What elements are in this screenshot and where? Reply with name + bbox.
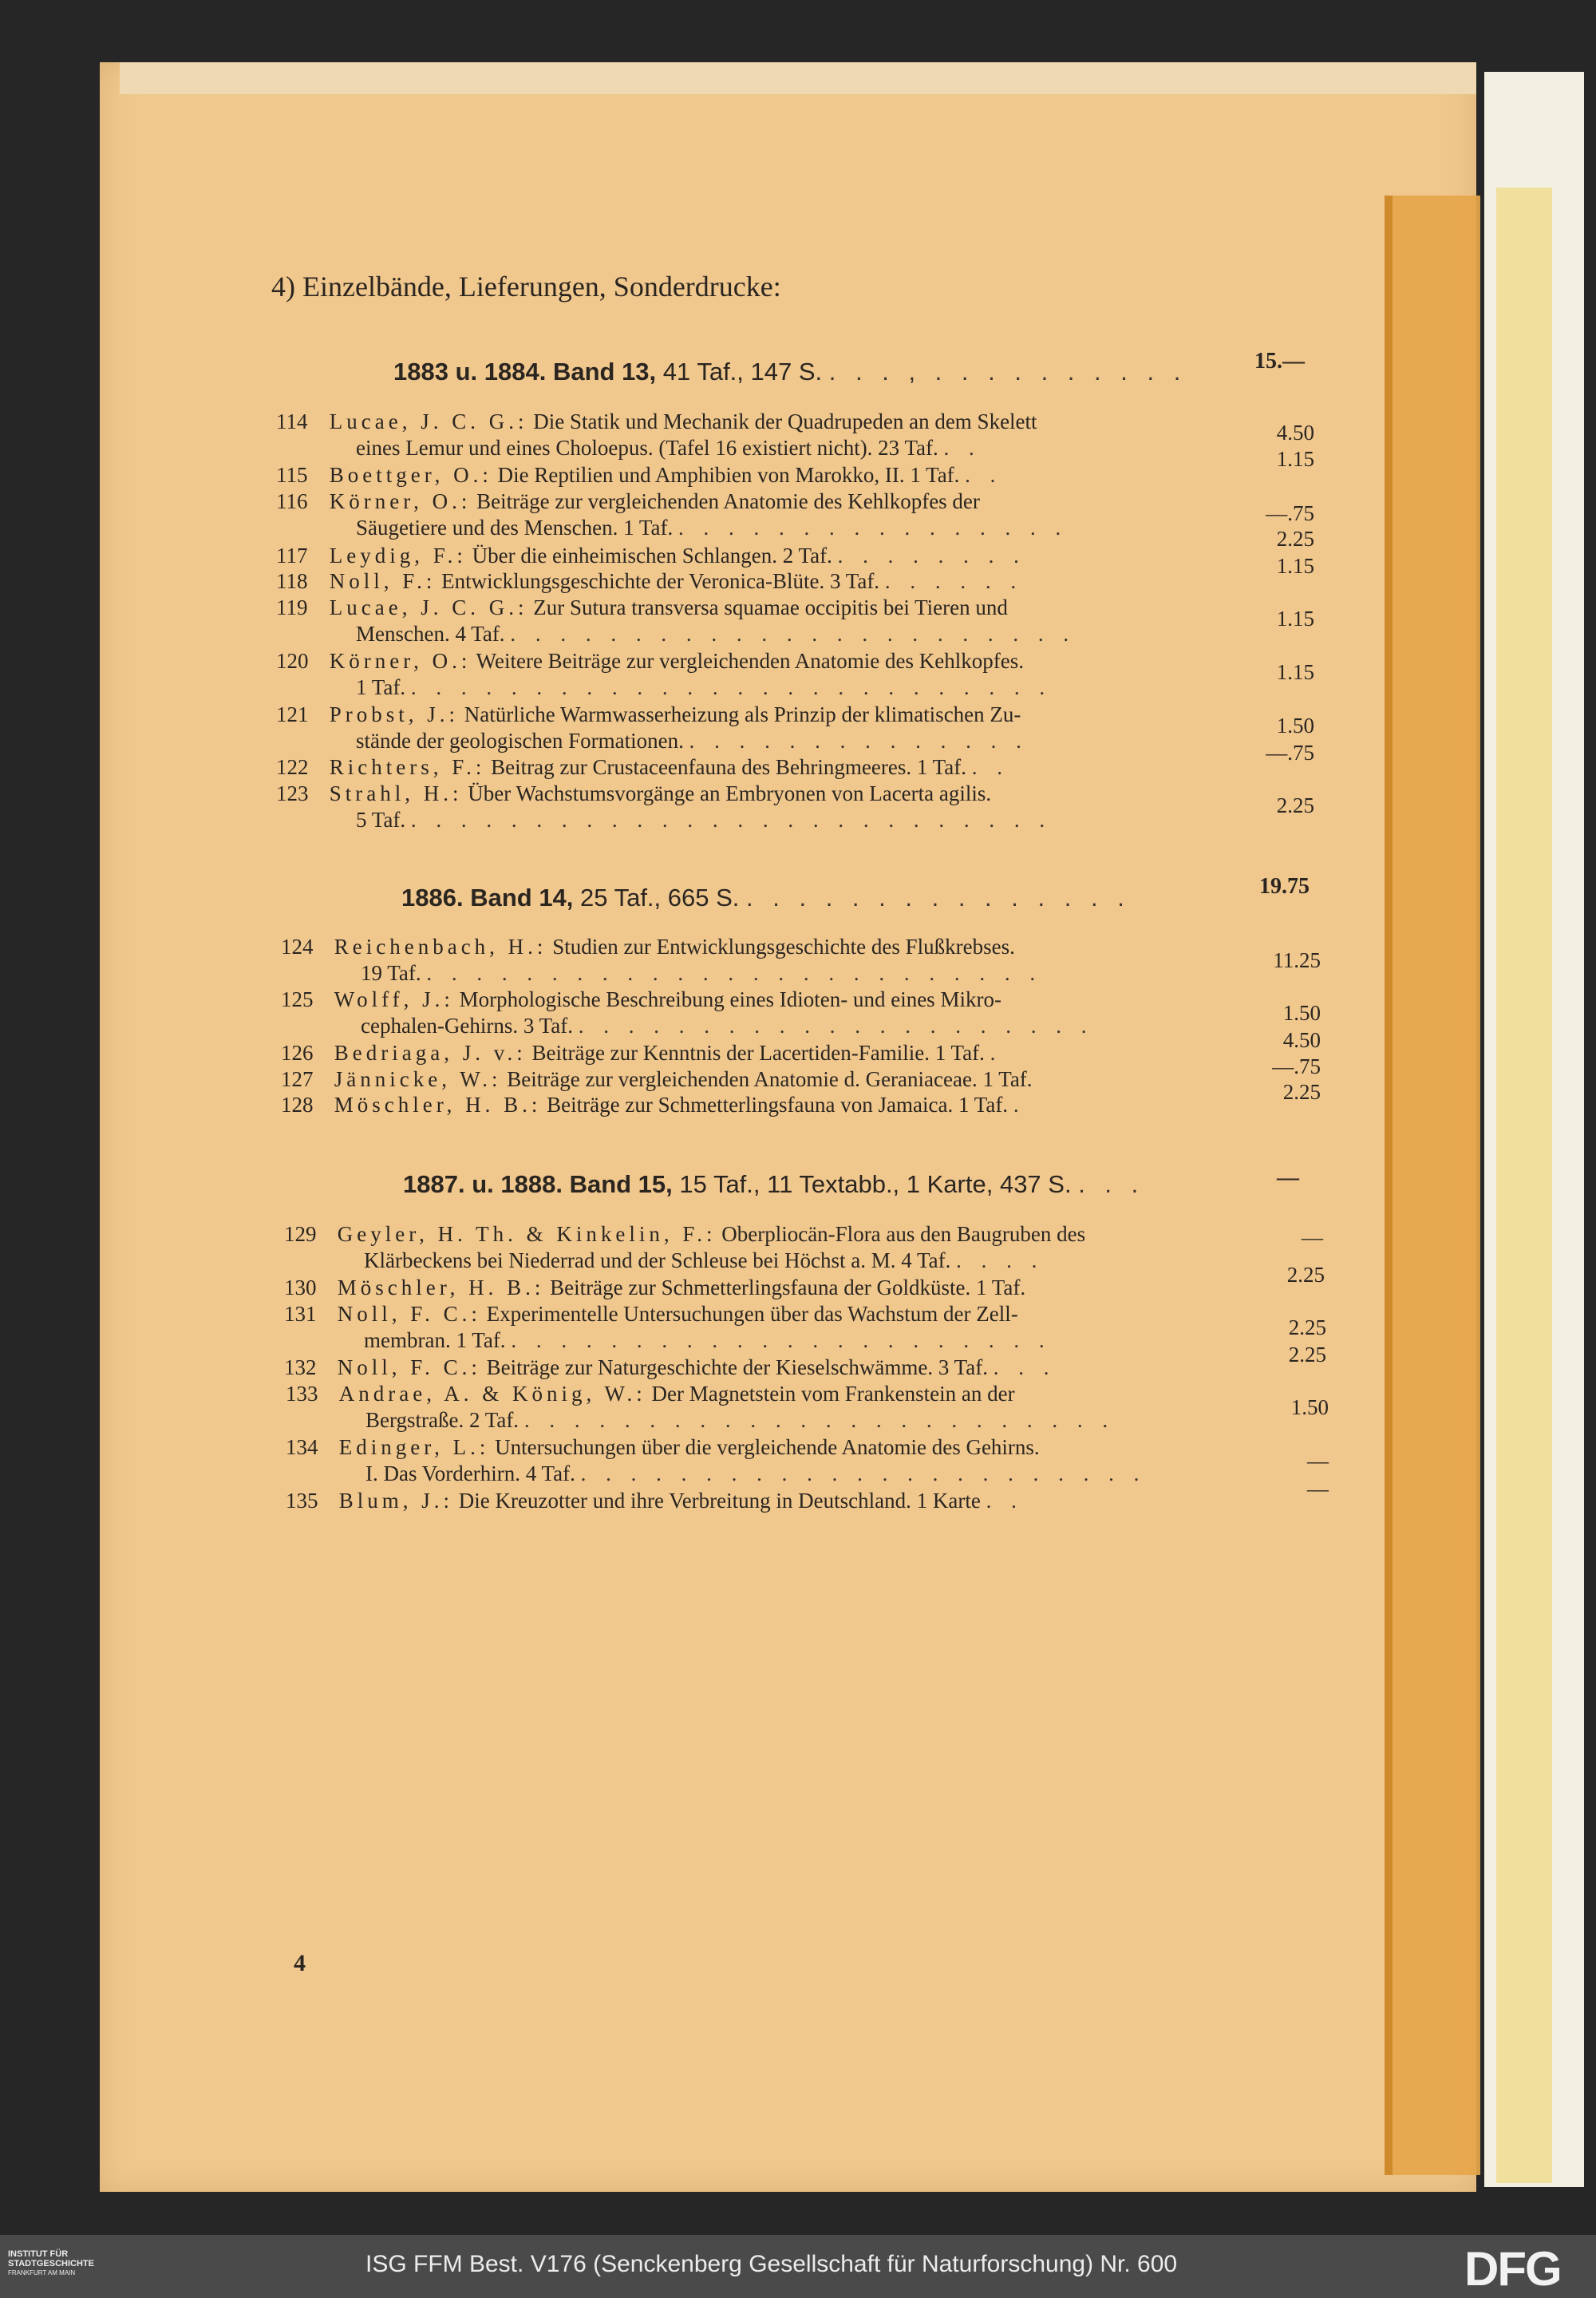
footer-bar [0,2235,1596,2298]
institute-logo: INSTITUT FÜR STADTGESCHICHTE FRANKFURT AM MAIN [8,2249,94,2276]
section-years: 1887. u. 1888. [403,1170,563,1198]
list-item: 132 Noll, F. C.: Beiträge zur Naturgeschichte der Kieselschwämme. 3 Taf. . . . [284,1355,1057,1379]
entry-price: — [1307,1477,1329,1501]
list-item: 125 Wolff, J.: Morphologische Beschreibung eines Idioten- und eines Mikro- cephalen-Gehirns. 3 Taf. . . . . . . . . . . . . . . . . . . . . . [281,987,1094,1038]
entry-price: 2.25 [1286,1263,1325,1287]
entry-price: 1.15 [1276,554,1314,578]
section-details: 25 Taf., 665 S. [580,884,740,912]
entry-price: — [1302,1225,1323,1249]
list-item: 115 Boettger, O.: Die Reptilien und Amphibien von Marokko, II. 1 Taf. . . [276,463,1003,487]
entry-price: —.75 [1272,1054,1321,1078]
section-price: 19.75 [1259,874,1310,899]
entry-price: — [1307,1449,1329,1473]
entry-price: —.75 [1266,501,1314,525]
section-years: 1883 u. 1884. [393,358,547,386]
list-item: 128 Möschler, H. B.: Beiträge zur Schmetterlingsfauna von Jamaica. 1 Taf. . [281,1093,1026,1117]
section-years: 1886. [401,884,464,912]
list-item: 126 Bedriaga, J. v.: Beiträge zur Kenntnis der Lacertiden-Familie. 1 Taf. . [281,1041,1003,1065]
entry-price: 1.50 [1282,1001,1321,1025]
list-item: 120 Körner, O.: Weitere Beiträge zur vergleichenden Anatomie des Kehlkopfes. 1 Taf. . . . . . . . . . . . . . . . . . . . . . . . . . . [276,649,1053,699]
section-price: 15.— [1254,349,1305,374]
entry-price: 1.50 [1276,714,1314,738]
entry-price: 2.25 [1276,793,1314,817]
entry-price: 1.15 [1276,447,1314,471]
list-item: 127 Jännicke, W.: Beiträge zur vergleichenden Anatomie d. Geraniaceae. 1 Taf. [281,1067,1033,1091]
list-item: 130 Möschler, H. B.: Beiträge zur Schmetterlingsfauna der Goldküste. 1 Taf. [284,1276,1026,1299]
list-item: 135 Blum, J.: Die Kreuzotter und ihre Verbreitung in Deutschland. 1 Karte . . [286,1489,1024,1513]
list-item: 116 Körner, O.: Beiträge zur vergleichenden Anatomie des Kehlkopfes der Säugetiere und des Menschen. 1 Taf. . . . . . . . . . . . . . . . . [276,489,1069,540]
archive-reference: ISG FFM Best. V176 (Senckenberg Gesellschaft für Naturforschung) Nr. 600 [365,2251,1178,2277]
section-heading: 1887. u. 1888. Band 15, 15 Taf., 11 Textabb., 1 Karte, 437 S. . . . [403,1170,1145,1198]
section-details: 41 Taf., 147 S. [662,358,823,386]
list-item: 131 Noll, F. C.: Experimentelle Untersuchungen über das Wachstum der Zell- membran. 1 Taf. . . . . . . . . . . . . . . . . . . . . . . [284,1302,1052,1352]
entry-price: 1.15 [1276,607,1314,631]
entry-price: 4.50 [1276,421,1314,445]
section-band: Band 13, [552,358,657,386]
section-heading: 1883 u. 1884. Band 13, 41 Taf., 147 S. . . . , . . . . . . . . . . [393,358,1187,386]
dfg-logo: DFG [1464,2242,1561,2296]
list-item: 118 Noll, F.: Entwicklungsgeschichte der Veronica-Blüte. 3 Taf. . . . . . . [276,569,1024,593]
entry-price: 2.25 [1276,527,1314,551]
list-item: 121 Probst, J.: Natürliche Warmwasserheizung als Prinzip der klimatischen Zu- stände der geologischen Formationen. . . . . . . . . . . . . . . [276,702,1029,753]
list-item: 117 Leydig, F.: Über die einheimischen Schlangen. 2 Taf. . . . . . . . . [276,544,1026,568]
entry-price: 1.15 [1276,660,1314,684]
list-item: 133 Andrae, A. & König, W.: Der Magnetstein vom Frankenstein an der Bergstraße. 2 Taf. . . . . . . . . . . . . . . . . . . . . . . . . [286,1382,1116,1432]
page-heading: 4) Einzelbände, Lieferungen, Sonderdrucke: [271,271,781,303]
entry-price: 2.25 [1282,1080,1321,1104]
entry-price: 1.50 [1290,1395,1329,1419]
section-price: — [1277,1165,1299,1190]
entry-price: 4.50 [1282,1028,1321,1052]
list-item: 114 Lucae, J. C. G.: Die Statik und Mechanik der Quadrupeden an dem Skelett eines Lemur und eines Choloepus. (Tafel 16 existiert nicht). 23 Taf. . . [276,409,1037,460]
list-item: 119 Lucae, J. C. G.: Zur Sutura transversa squamae occipitis bei Tieren und Menschen. 4 Taf. . . . . . . . . . . . . . . . . . . . . . . . [276,595,1077,646]
list-item: 122 Richters, F.: Beitrag zur Crustaceenfauna des Behringmeeres. 1 Taf. . . [276,755,1009,779]
list-item: 134 Edinger, L.: Untersuchungen über die vergleichende Anatomie des Gehirns. I. Das Vorderhirn. 4 Taf. . . . . . . . . . . . . . . . . . . . . . . . [286,1435,1147,1485]
entry-price: 2.25 [1288,1343,1326,1367]
list-item: 124 Reichenbach, H.: Studien zur Entwicklungsgeschichte des Flußkrebses. 19 Taf. . . . . . . . . . . . . . . . . . . . . . . . . . [281,935,1043,985]
entry-price: 2.25 [1288,1315,1326,1339]
section-band: Band 15, [569,1170,673,1198]
list-item: 123 Strahl, H.: Über Wachstumsvorgänge an Embryonen von Lacerta agilis. 5 Taf. . . . . . . . . . . . . . . . . . . . . . . . . . . [276,781,1053,832]
entry-price: 11.25 [1273,948,1321,972]
page-number: 4 [294,1950,306,1976]
list-item: 129 Geyler, H. Th. & Kinkelin, F.: Oberpliocän-Flora aus den Baugruben des Klärbeckens bei Niederrad und der Schleuse bei Höchst a. M. 4 Taf. . . . . [284,1222,1086,1272]
section-heading: 1886. Band 14, 25 Taf., 665 S. . . . . . . . . . . . . . . . [401,884,1131,912]
section-band: Band 14, [470,884,574,912]
section-details: 15 Taf., 11 Textabb., 1 Karte, 437 S. [679,1170,1072,1198]
entry-price: —.75 [1266,741,1314,765]
